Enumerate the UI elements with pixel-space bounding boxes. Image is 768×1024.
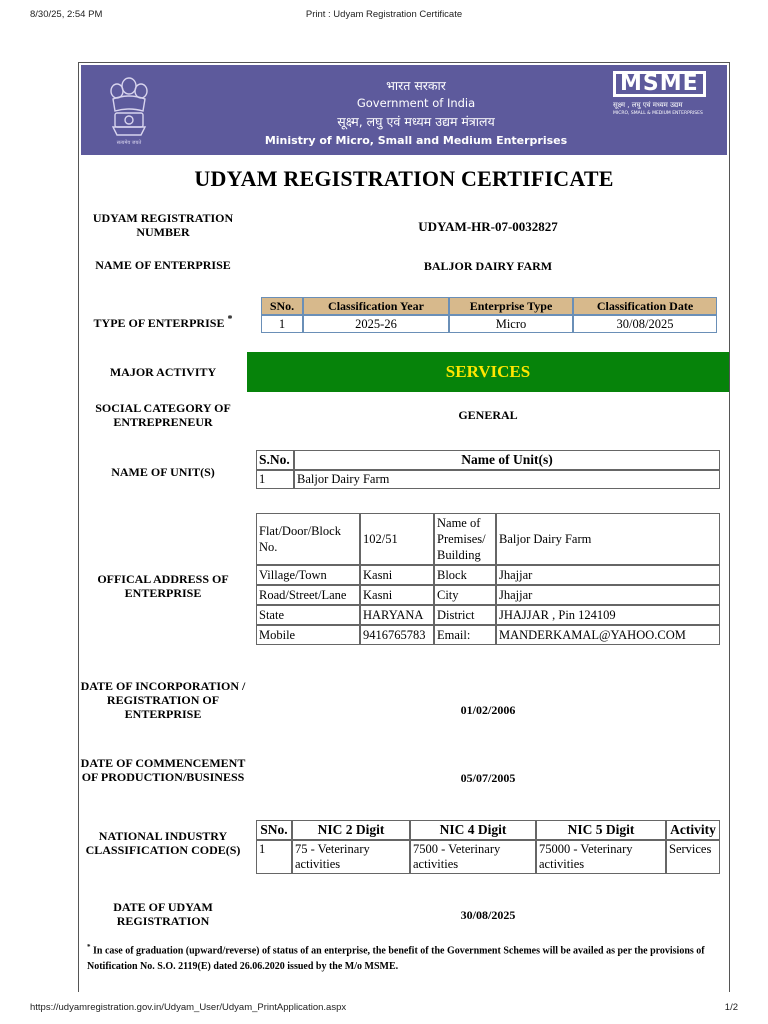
col-classification-year: Classification Year [303, 297, 449, 315]
premises-value: Baljor Dairy Farm [496, 513, 720, 565]
col-sno: SNo. [261, 297, 303, 315]
reg-number: UDYAM-HR-07-0032827 [418, 219, 558, 234]
msme-logo [613, 71, 717, 131]
cell-unit-name: Baljor Dairy Farm [294, 470, 720, 489]
mobile-label: Mobile [256, 625, 360, 645]
district-label: District [434, 605, 496, 625]
col-nic2: NIC 2 Digit [292, 820, 410, 840]
state-value: HARYANA [360, 605, 434, 625]
mobile-value: 9416765783 [360, 625, 434, 645]
enterprise-type-label-text: TYPE OF ENTERPRISE [93, 316, 225, 330]
table-row [256, 625, 720, 645]
footnote [87, 939, 719, 975]
banner-hindi-ministry: सूक्ष्म, लघु एवं मध्यम उद्यम मंत्रालय [337, 114, 495, 129]
banner-ministry: Ministry of Micro, Small and Medium Enterprises [264, 134, 568, 147]
table-row [256, 565, 720, 585]
flat-value: 102/51 [360, 513, 434, 565]
address-table [256, 513, 720, 645]
incorporation-date: 01/02/2006 [460, 703, 516, 717]
footnote-mark: * [87, 943, 91, 951]
road-value: Kasni [360, 585, 434, 605]
cell-sno: 1 [256, 470, 294, 489]
address-label: OFFICAL ADDRESS OF ENTERPRISE [97, 572, 229, 600]
social-category: GENERAL [458, 408, 518, 422]
col-sno: SNo. [256, 820, 292, 840]
table-row [256, 585, 720, 605]
village-label: Village/Town [256, 565, 360, 585]
print-page-title: Print : Udyam Registration Certificate [305, 9, 463, 20]
msme-logo-english: MICRO, SMALL & MEDIUM ENTERPRISES [613, 111, 703, 116]
udyam-date: 30/08/2025 [460, 908, 516, 922]
enterprise-type-table [261, 297, 717, 333]
table-row [256, 513, 720, 565]
units-table [256, 450, 720, 489]
banner-government-of-india: Government of India [356, 96, 476, 110]
enterprise-type-label [79, 313, 247, 330]
enterprise-type-mark: * [227, 314, 233, 325]
cell-nic2: 75 - Veterinary activities [292, 840, 410, 874]
table-header-row [256, 820, 720, 840]
units-label: NAME OF UNIT(S) [111, 465, 215, 479]
enterprise-name: BALJOR DAIRY FARM [423, 259, 553, 273]
government-banner [81, 65, 727, 155]
social-category-label: SOCIAL CATEGORY OF ENTREPRENEUR [95, 401, 231, 429]
cell-nic4: 7500 - Veterinary activities [410, 840, 536, 874]
footnote-text: In case of graduation (upward/reverse) of status of an enterprise, the benefit of the Government Schemes will be availed as per the provisions of Notification No. S.O. 2119(E) dated 26.06.2020 issued by the M/o MSME. [87, 945, 705, 973]
col-nic4: NIC 4 Digit [410, 820, 536, 840]
table-header-row [261, 297, 717, 315]
col-activity: Activity [666, 820, 720, 840]
table-row [256, 470, 720, 489]
enterprise-name-label: NAME OF ENTERPRISE [95, 258, 231, 272]
cell-date: 30/08/2025 [573, 315, 717, 333]
col-nic5: NIC 5 Digit [536, 820, 666, 840]
table-row [256, 840, 720, 874]
city-value: Jhajjar [496, 585, 720, 605]
certificate [78, 62, 730, 992]
cell-type: Micro [449, 315, 573, 333]
print-datetime: 8/30/25, 2:54 PM [30, 9, 103, 20]
emblem-caption: सत्यमेव जयते [116, 140, 142, 146]
cell-activity: Services [666, 840, 720, 874]
col-classification-date: Classification Date [573, 297, 717, 315]
email-label: Email: [434, 625, 496, 645]
block-label: Block [434, 565, 496, 585]
col-unit-name: Name of Unit(s) [294, 450, 720, 470]
table-row [256, 605, 720, 625]
email-value: MANDERKAMAL@YAHOO.COM [496, 625, 720, 645]
district-value: JHAJJAR , Pin 124109 [496, 605, 720, 625]
national-emblem-icon [99, 71, 159, 149]
udyam-date-label: DATE OF UDYAM REGISTRATION [113, 900, 213, 928]
nic-table [256, 820, 720, 874]
table-header-row [256, 450, 720, 470]
nic-label: NATIONAL INDUSTRY CLASSIFICATION CODE(S) [85, 829, 241, 857]
cell-nic5: 75000 - Veterinary activities [536, 840, 666, 874]
block-value: Jhajjar [496, 565, 720, 585]
cell-sno: 1 [261, 315, 303, 333]
incorporation-label: DATE OF INCORPORATION / REGISTRATION OF ENTERPRISE [80, 679, 246, 721]
commencement-date: 05/07/2005 [460, 771, 516, 785]
certificate-title: UDYAM REGISTRATION CERTIFICATE [194, 166, 614, 191]
city-label: City [434, 585, 496, 605]
cell-sno: 1 [256, 840, 292, 874]
msme-logo-hindi: सूक्ष्म , लघु एवं मध्यम उद्यम [613, 101, 683, 109]
state-label: State [256, 605, 360, 625]
col-enterprise-type: Enterprise Type [449, 297, 573, 315]
reg-number-label: UDYAM REGISTRATION NUMBER [92, 211, 234, 239]
flat-label: Flat/Door/Block No. [256, 513, 360, 565]
cell-year: 2025-26 [303, 315, 449, 333]
major-activity-banner: SERVICES [247, 352, 729, 392]
banner-hindi-government: भारत सरकार [386, 78, 446, 93]
village-value: Kasni [360, 565, 434, 585]
col-sno: S.No. [256, 450, 294, 470]
msme-logo-text: MSME [613, 71, 706, 97]
table-row [261, 315, 717, 333]
print-page-number: 1/2 [724, 1002, 738, 1013]
premises-label: Name of Premises/ Building [434, 513, 496, 565]
print-header [0, 0, 768, 26]
road-label: Road/Street/Lane [256, 585, 360, 605]
print-url: https://udyamregistration.gov.in/Udyam_User/Udyam_PrintApplication.aspx [30, 1002, 347, 1013]
print-footer [0, 998, 768, 1024]
major-activity-label: MAJOR ACTIVITY [109, 365, 217, 379]
commencement-label: DATE OF COMMENCEMENT OF PRODUCTION/BUSINESS [80, 756, 246, 784]
